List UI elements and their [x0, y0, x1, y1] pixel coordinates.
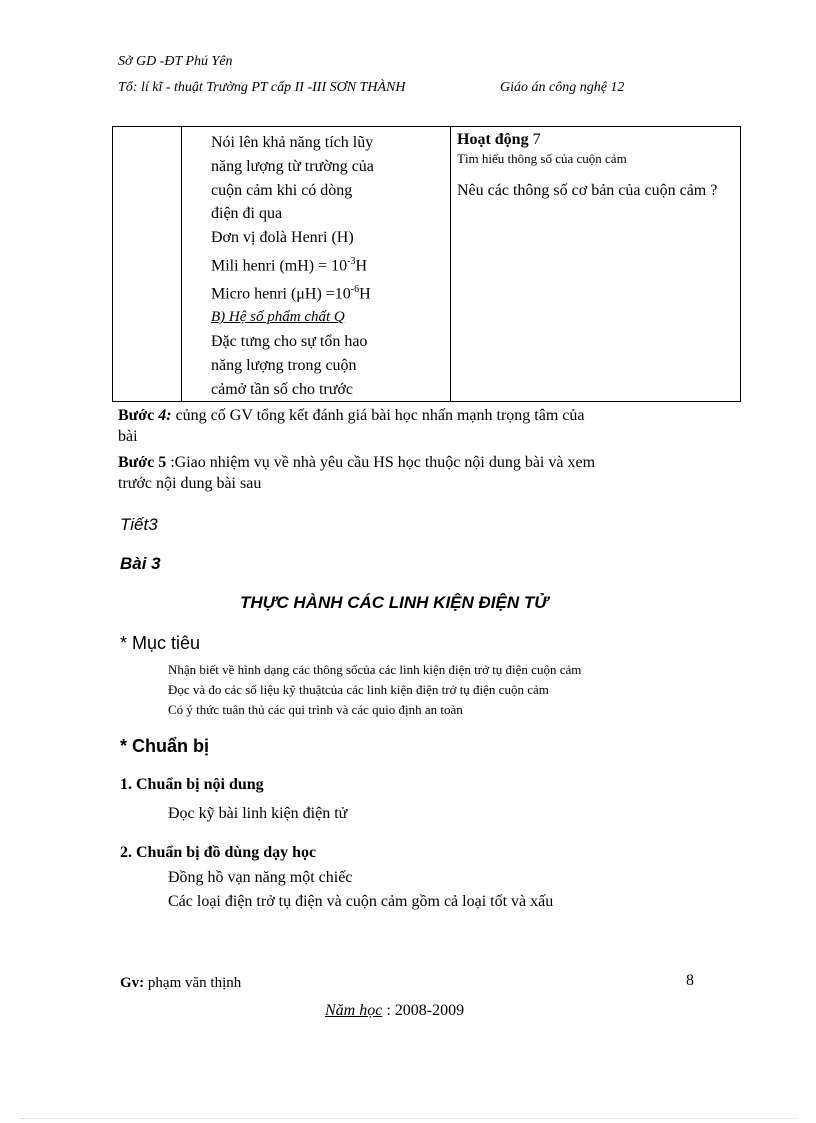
content-line: Nói lên khả năng tích lũy	[211, 134, 374, 151]
objective-item: Đọc và đo các số liệu kỹ thuậtcủa các linh kiện điện trở tụ điện cuộn cảm	[168, 682, 549, 697]
table-cell-activity	[451, 127, 741, 402]
header-school: Tổ: lí kĩ - thuật Trường PT cấp II -III SƠN THÀNH	[118, 80, 406, 95]
tools-item: Đồng hồ vạn năng một chiếc	[168, 869, 353, 886]
objective-item: Nhận biết về hình dạng các thông sốcủa các linh kiện điện trở tụ điện cuộn cảm	[168, 662, 582, 677]
table-cell-content	[182, 127, 451, 402]
step-4-cont: bài	[118, 428, 138, 445]
activity-question: Nêu các thông số cơ bản của cuộn cảm ?	[457, 182, 718, 199]
page-number: 8	[686, 972, 694, 989]
content-prep-text: Đọc kỹ bài linh kiện điện tử	[168, 805, 348, 822]
objectives-heading: * Mục tiêu	[120, 633, 201, 653]
page-bottom-divider	[20, 1118, 796, 1119]
content-prep-heading: 1. Chuẩn bị nội dung	[120, 776, 264, 793]
preparation-heading: * Chuẩn bị	[120, 736, 209, 756]
step-5: Bước 5 :Giao nhiệm vụ về nhà yêu cầu HS học thuộc nội dung bài và xem	[118, 454, 596, 471]
header-subject: Giáo án công nghệ 12	[500, 80, 625, 95]
footer-teacher: Gv: phạm văn thịnh	[120, 975, 242, 991]
content-line: năng lượng từ trường của	[211, 157, 374, 175]
footer-year: Năm học : 2008-2009	[325, 1002, 465, 1019]
content-line: điện đi qua	[211, 205, 283, 223]
lesson-number: Bài 3	[120, 554, 161, 573]
table-cell-empty	[113, 127, 182, 402]
lesson-title: THỰC HÀNH CÁC LINH KIỆN ĐIỆN TỬ	[240, 593, 548, 612]
content-line: năng lượng trong cuộn	[211, 356, 357, 374]
content-line: cảmở tần số cho trước	[211, 380, 353, 398]
step-5-cont: trước nội dung bài sau	[118, 475, 262, 492]
period-label: Tiết3	[120, 515, 158, 534]
tools-item: Các loại điện trở tụ điện và cuộn cảm gồm cả loại tốt và xấu	[168, 893, 554, 910]
micro-henri-line: Micro henri $(\mu H) =10^{-6}H$	[211, 284, 371, 303]
objective-item: Có ý thức tuân thủ các qui trình và các quio định an toàn	[168, 702, 463, 717]
quality-factor-subhead: B) Hệ số phẩm chất Q	[211, 309, 345, 326]
header-department: Sở GD -ĐT Phú Yên	[118, 54, 233, 69]
content-line: cuộn cảm khi có dòng	[211, 181, 353, 199]
step-4: Bước 4: củng cố GV tổng kết đánh giá bài học nhấn mạnh trọng tâm của	[118, 407, 585, 424]
lesson-table	[112, 126, 741, 402]
content-line: Đặc tưng cho sự tổn hao	[211, 333, 368, 351]
milli-henri-line: Mili henri $(mH) = 10^{-3}H$	[211, 255, 368, 275]
tools-prep-heading: 2. Chuẩn bị đồ dùng dạy học	[120, 844, 317, 861]
activity-subtitle: Tìm hiểu thông số của cuộn cảm	[457, 151, 627, 166]
activity-heading: Hoạt động 7	[457, 131, 541, 148]
content-line: Đơn vị đolà Henri (H)	[211, 229, 354, 247]
